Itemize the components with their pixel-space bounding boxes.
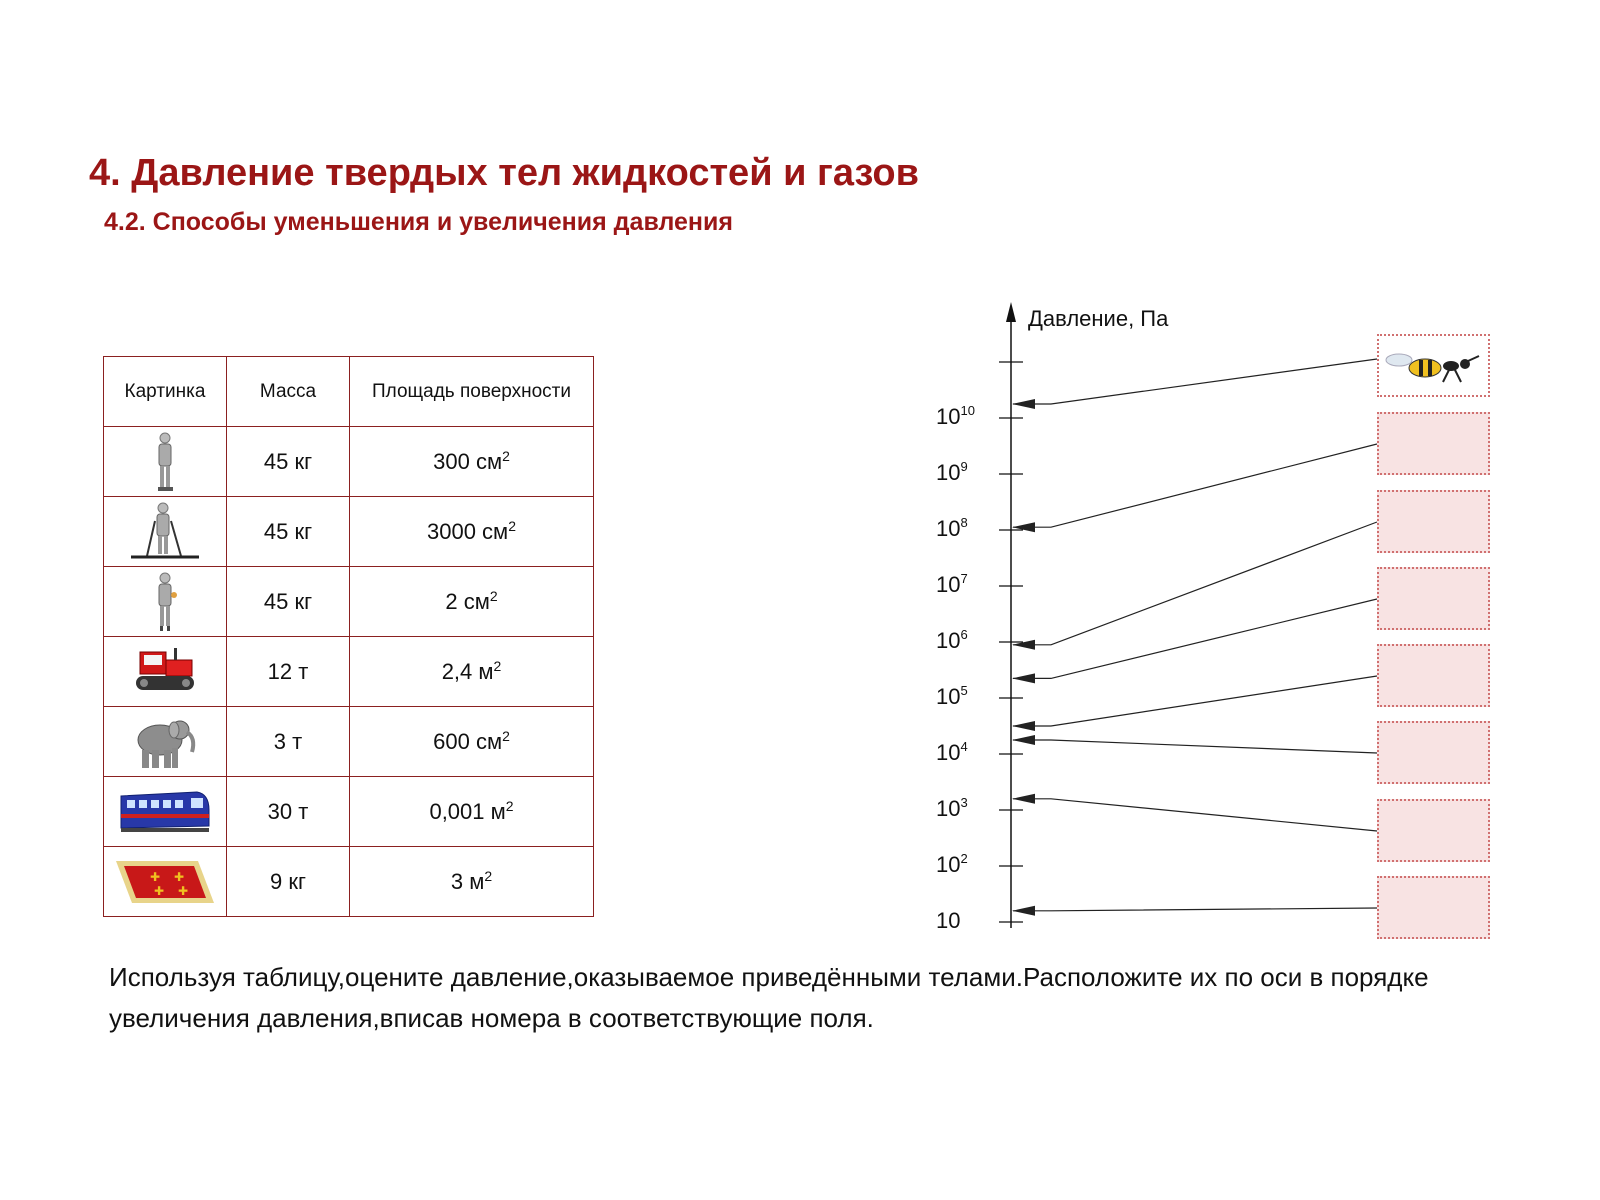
connector-arrowhead bbox=[1012, 721, 1035, 731]
page-subtitle: 4.2. Способы уменьшения и увеличения давления bbox=[104, 208, 733, 236]
connector-arrow bbox=[1013, 522, 1377, 645]
tick-label: $10^3$ bbox=[936, 795, 968, 821]
page-title: 4. Давление твердых тел жидкостей и газов bbox=[89, 152, 919, 194]
mass-cell: 45 кг bbox=[227, 427, 350, 497]
connector-arrowhead bbox=[1012, 399, 1035, 409]
answer-slot[interactable] bbox=[1377, 567, 1490, 630]
area-cell: 2 $см^2$ bbox=[350, 567, 594, 637]
tick-label: $10^6$ bbox=[936, 627, 968, 653]
mass-cell: 12 т bbox=[227, 637, 350, 707]
svg-text:✚: ✚ bbox=[178, 883, 189, 898]
column-header-mass: Масса bbox=[227, 357, 350, 427]
connector-arrow bbox=[1013, 359, 1377, 404]
connector-arrow bbox=[1013, 799, 1377, 831]
mass-cell: 45 кг bbox=[227, 497, 350, 567]
wasp-icon bbox=[1379, 336, 1488, 395]
axis-arrowhead bbox=[1006, 302, 1016, 322]
column-header-picture: Картинка bbox=[104, 357, 227, 427]
answer-slot[interactable] bbox=[1377, 799, 1490, 862]
tick-label: $10^4$ bbox=[936, 739, 968, 765]
tick-label: $10^8$ bbox=[936, 515, 968, 541]
answer-slot-wasp bbox=[1377, 334, 1490, 397]
tick-label: 10 bbox=[936, 908, 961, 933]
connector-arrowhead bbox=[1012, 673, 1035, 683]
answer-slot[interactable] bbox=[1377, 876, 1490, 939]
svg-text:✚: ✚ bbox=[154, 883, 165, 898]
svg-text:✚: ✚ bbox=[150, 869, 161, 884]
connector-arrow bbox=[1013, 740, 1377, 753]
connector-arrowhead bbox=[1012, 735, 1035, 745]
mass-cell: 45 кг bbox=[227, 567, 350, 637]
area-cell: 2,4 $м^2$ bbox=[350, 637, 594, 707]
area-cell: 3 $м^2$ bbox=[350, 847, 594, 917]
mass-cell: 3 т bbox=[227, 707, 350, 777]
connector-arrowhead bbox=[1012, 640, 1035, 650]
tick-label: $10^{10}$ bbox=[936, 403, 975, 429]
area-cell: 0,001 $м^2$ bbox=[350, 777, 594, 847]
tick-label: $10^2$ bbox=[936, 851, 968, 877]
answer-slot[interactable] bbox=[1377, 490, 1490, 553]
answer-slot[interactable] bbox=[1377, 721, 1490, 784]
mass-cell: 30 т bbox=[227, 777, 350, 847]
axis-title: Давление, Па bbox=[1028, 306, 1169, 331]
connector-arrowhead bbox=[1012, 906, 1035, 916]
svg-text:✚: ✚ bbox=[174, 869, 185, 884]
area-cell: 600 $см^2$ bbox=[350, 707, 594, 777]
tick-label: $10^7$ bbox=[936, 571, 968, 597]
mass-cell: 9 кг bbox=[227, 847, 350, 917]
area-cell: 300 $см^2$ bbox=[350, 427, 594, 497]
answer-slot[interactable] bbox=[1377, 644, 1490, 707]
connector-arrow bbox=[1013, 908, 1377, 911]
connector-arrowhead bbox=[1012, 522, 1035, 532]
instructions-text: Используя таблицу,оцените давление,оказываемое приведёнными телами.Расположите их по оси в порядке увеличения давления,вписав номера в соответствующие поля. bbox=[109, 962, 1429, 1033]
connector-arrow bbox=[1013, 676, 1377, 726]
column-header-area: Площадь поверхности bbox=[350, 357, 594, 427]
connector-arrow bbox=[1013, 444, 1377, 527]
tick-label: $10^5$ bbox=[936, 683, 968, 709]
tick-label: $10^9$ bbox=[936, 459, 968, 485]
connector-arrowhead bbox=[1012, 794, 1035, 804]
answer-slot[interactable] bbox=[1377, 412, 1490, 475]
area-cell: 3000 $см^2$ bbox=[350, 497, 594, 567]
